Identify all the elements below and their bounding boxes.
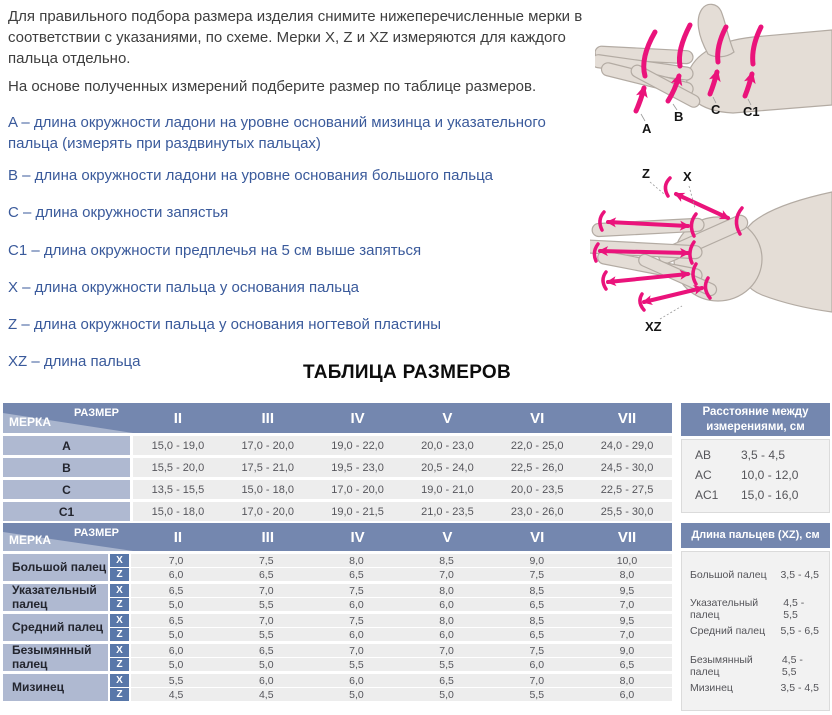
row-values bbox=[133, 458, 672, 477]
finger-cell: 4,5 bbox=[168, 688, 184, 701]
finger-cell: 6,0 bbox=[349, 598, 364, 611]
x-badge: X bbox=[110, 584, 129, 597]
x-badge: X bbox=[110, 614, 129, 627]
finger-cell: 5,0 bbox=[439, 688, 454, 701]
finger-length-body bbox=[681, 551, 830, 711]
column-header: VI bbox=[530, 528, 545, 546]
distance-value: 15,0 - 16,0 bbox=[741, 488, 799, 502]
finger-length-label: Средний палец bbox=[690, 625, 766, 638]
finger-cell: 6,5 bbox=[168, 614, 184, 627]
finger-cell: 8,0 bbox=[439, 614, 454, 627]
definition-z: Z – длина окружности пальца у основания ногтевой пластины bbox=[8, 316, 442, 333]
definition-c1: C1 – длина окружности предплечья на 5 см выше запяться bbox=[8, 242, 422, 259]
corner-size-label: РАЗМЕР bbox=[73, 407, 119, 419]
finger-length-value: 4,5 - 5,5 bbox=[783, 597, 805, 622]
finger-cell: 7,0 bbox=[258, 614, 274, 627]
finger-cell: 6,5 bbox=[349, 568, 364, 581]
row-values bbox=[133, 502, 672, 521]
corner-merka-label: МЕРКА bbox=[9, 415, 51, 429]
finger-cell: 5,5 bbox=[168, 674, 184, 687]
size-cell: 25,5 - 30,0 bbox=[600, 505, 654, 518]
finger-cell: 7,0 bbox=[439, 568, 454, 581]
intro-paragraph-1: Для правильного подбора размера изделия снимите нижеперечисленные мерки в соответствии с указаниями, по схеме. Мерки X, Z и XZ измеряются для каждого пальца отдельно. bbox=[8, 8, 583, 67]
z-badge: Z bbox=[110, 598, 129, 611]
hand-diagram-circumferences bbox=[595, 2, 832, 135]
table-row bbox=[3, 480, 672, 499]
z-row bbox=[108, 568, 672, 581]
finger-cell: 6,0 bbox=[439, 628, 454, 641]
finger-cell: 7,0 bbox=[349, 644, 364, 657]
column-header: III bbox=[261, 528, 274, 546]
finger-cell: 7,5 bbox=[529, 568, 545, 581]
finger-label: Средний палец bbox=[3, 614, 108, 641]
table-row bbox=[3, 458, 672, 477]
finger-cell: 6,5 bbox=[529, 598, 545, 611]
column-header: IV bbox=[350, 528, 365, 546]
finger-length-value: 4,5 - 5,5 bbox=[781, 653, 803, 678]
size-cell: 17,0 - 20,0 bbox=[241, 439, 295, 452]
z-badge: Z bbox=[110, 688, 129, 701]
size-cell: 15,0 - 18,0 bbox=[241, 483, 295, 496]
size-cell: 17,0 - 20,0 bbox=[331, 483, 384, 496]
row-values bbox=[133, 436, 672, 455]
size-cell: 19,5 - 23,0 bbox=[331, 461, 384, 474]
finger-cell: 5,0 bbox=[258, 658, 274, 671]
finger-cell: 8,0 bbox=[619, 568, 635, 581]
finger-cell: 6,0 bbox=[349, 674, 364, 687]
finger-cell: 8,5 bbox=[529, 584, 545, 597]
finger-cell: 8,5 bbox=[439, 554, 454, 567]
row-label: A bbox=[3, 436, 130, 455]
column-header: V bbox=[442, 528, 453, 546]
finger-cell: 7,0 bbox=[619, 598, 635, 611]
finger-length-row bbox=[690, 625, 819, 653]
finger-cell: 6,0 bbox=[619, 688, 635, 701]
table-row bbox=[3, 502, 672, 521]
table-corner-cell bbox=[3, 523, 133, 551]
x-row bbox=[108, 614, 672, 627]
hand-diagram-fingers bbox=[590, 162, 832, 335]
column-header: VII bbox=[617, 528, 637, 546]
z-badge: Z bbox=[110, 628, 129, 641]
size-cell: 15,0 - 18,0 bbox=[151, 505, 205, 518]
finger-length-title: Длина пальцев (XZ), см bbox=[681, 523, 830, 548]
z-row bbox=[108, 598, 672, 611]
finger-cell: 6,5 bbox=[619, 658, 635, 671]
finger-group-index bbox=[3, 584, 672, 611]
intro-paragraph-2: На основе полученных измерений подберите размер по таблице размеров. bbox=[8, 78, 537, 95]
finger-cell: 5,0 bbox=[168, 628, 184, 641]
x-badge: X bbox=[110, 674, 129, 687]
finger-length-label: Указательный палец bbox=[690, 597, 759, 622]
size-cell: 23,0 - 26,0 bbox=[510, 505, 564, 518]
finger-length-row bbox=[690, 569, 819, 597]
finger-cell: 8,0 bbox=[439, 584, 454, 597]
band-label-c1: C1 bbox=[743, 104, 760, 119]
finger-cell: 5,0 bbox=[168, 598, 184, 611]
distance-table-title: Расстояние между измерениями, см bbox=[681, 403, 830, 436]
z-row bbox=[108, 658, 672, 671]
x-row bbox=[108, 674, 672, 687]
distance-value: 10,0 - 12,0 bbox=[741, 468, 799, 482]
hand-shape bbox=[595, 4, 832, 113]
size-cell: 15,0 - 19,0 bbox=[151, 439, 205, 452]
finger-cell: 10,0 bbox=[616, 554, 638, 567]
finger-cell: 6,0 bbox=[349, 628, 364, 641]
distance-row bbox=[682, 465, 829, 485]
finger-cell: 5,5 bbox=[439, 658, 454, 671]
x-badge: X bbox=[110, 554, 129, 567]
finger-group-pinky bbox=[3, 674, 672, 701]
distance-row bbox=[682, 445, 829, 465]
definition-a: A – длина окружности ладони на уровне оснований мизинца и указательного пальца (измерять при раздвинутых пальцах) bbox=[8, 114, 546, 152]
z-row bbox=[108, 628, 672, 641]
size-cell: 19,0 - 21,5 bbox=[331, 505, 384, 518]
size-cell: 19,0 - 22,0 bbox=[331, 439, 384, 452]
mark-label-x: X bbox=[683, 169, 692, 184]
finger-cell: 8,0 bbox=[619, 674, 635, 687]
column-header: III bbox=[261, 409, 274, 427]
definition-c: C – длина окружности запястья bbox=[8, 204, 229, 221]
distance-label: AC bbox=[695, 468, 712, 482]
band-label-b: B bbox=[674, 109, 684, 124]
finger-cell: 6,0 bbox=[439, 598, 454, 611]
finger-cell: 7,0 bbox=[258, 584, 274, 597]
column-header: IV bbox=[350, 409, 365, 427]
column-header: II bbox=[173, 409, 183, 427]
finger-length-value: 3,5 - 4,5 bbox=[780, 569, 819, 581]
finger-cell: 6,0 bbox=[529, 658, 545, 671]
finger-cell: 6,5 bbox=[439, 674, 454, 687]
finger-cell: 6,0 bbox=[168, 568, 184, 581]
distance-label: AB bbox=[695, 448, 712, 462]
row-label: C bbox=[3, 480, 130, 499]
z-row bbox=[108, 688, 672, 701]
definition-b: B – длина окружности ладони на уровне основания большого пальца bbox=[8, 167, 494, 184]
distance-table bbox=[681, 403, 830, 513]
size-cell: 22,5 - 27,5 bbox=[600, 483, 654, 496]
finger-cell: 5,5 bbox=[258, 628, 274, 641]
band-label-a: A bbox=[642, 121, 652, 135]
mark-label-xz: XZ bbox=[645, 319, 662, 334]
distance-value: 3,5 - 4,5 bbox=[741, 448, 786, 462]
finger-group-ring bbox=[3, 644, 672, 671]
column-header: V bbox=[442, 409, 453, 427]
size-cell: 17,5 - 21,0 bbox=[241, 461, 295, 474]
distance-table-body bbox=[681, 439, 830, 513]
finger-table-header bbox=[3, 523, 672, 551]
size-cell: 22,5 - 26,0 bbox=[510, 461, 564, 474]
band-label-c: C bbox=[711, 102, 721, 117]
finger-length-row bbox=[690, 654, 819, 682]
table-corner-cell bbox=[3, 403, 133, 433]
finger-cell: 6,5 bbox=[529, 628, 545, 641]
finger-cell: 7,5 bbox=[349, 584, 364, 597]
finger-cell: 9,0 bbox=[619, 644, 635, 657]
finger-cell: 4,5 bbox=[258, 688, 274, 701]
finger-cell: 6,5 bbox=[168, 584, 184, 597]
size-cell: 19,0 - 21,0 bbox=[421, 483, 474, 496]
definition-xz: XZ – длина пальца bbox=[8, 353, 141, 370]
finger-group-thumb bbox=[3, 554, 672, 581]
finger-length-value: 3,5 - 4,5 bbox=[780, 681, 819, 694]
finger-cell: 7,0 bbox=[529, 674, 545, 687]
row-label: C1 bbox=[3, 502, 130, 521]
finger-length-row bbox=[690, 597, 819, 625]
finger-length-table bbox=[681, 523, 830, 711]
finger-label: Указательный палец bbox=[3, 584, 108, 611]
x-row bbox=[108, 584, 672, 597]
size-cell: 24,0 - 29,0 bbox=[600, 439, 654, 452]
z-badge: Z bbox=[110, 658, 129, 671]
size-cell: 20,5 - 24,0 bbox=[421, 461, 474, 474]
finger-cell: 7,5 bbox=[258, 554, 274, 567]
finger-length-label: Большой палец bbox=[690, 569, 767, 581]
size-cell: 17,0 - 20,0 bbox=[241, 505, 295, 518]
z-badge: Z bbox=[110, 568, 129, 581]
distance-row bbox=[682, 485, 829, 505]
size-cell: 22,0 - 25,0 bbox=[510, 439, 564, 452]
finger-cell: 7,0 bbox=[439, 644, 454, 657]
finger-cell: 9,5 bbox=[619, 584, 635, 597]
x-badge: X bbox=[110, 644, 129, 657]
finger-label: Безымянный палец bbox=[3, 644, 108, 671]
finger-length-value: 5,5 - 6,5 bbox=[780, 625, 819, 638]
finger-label: Большой палец bbox=[3, 554, 108, 581]
size-cell: 15,5 - 20,0 bbox=[151, 461, 205, 474]
finger-cell: 7,5 bbox=[349, 614, 364, 627]
definition-x: X – длина окружности пальца у основания пальца bbox=[8, 279, 360, 296]
finger-length-row bbox=[690, 682, 819, 710]
finger-cell: 6,0 bbox=[168, 644, 184, 657]
size-table bbox=[3, 403, 672, 521]
finger-cell: 9,5 bbox=[619, 614, 635, 627]
column-header: II bbox=[173, 528, 183, 546]
distance-label: AC1 bbox=[695, 488, 719, 502]
finger-cell: 6,5 bbox=[258, 644, 274, 657]
finger-size-table bbox=[3, 523, 672, 701]
size-table-title: ТАБЛИЦА РАЗМЕРОВ bbox=[302, 362, 512, 383]
column-header: VI bbox=[530, 409, 545, 427]
finger-cell: 5,5 bbox=[258, 598, 274, 611]
finger-group-middle bbox=[3, 614, 672, 641]
x-row bbox=[108, 554, 672, 567]
mark-label-z: Z bbox=[642, 166, 650, 181]
row-label: B bbox=[3, 458, 130, 477]
finger-cell: 5,0 bbox=[168, 658, 184, 671]
finger-cell: 7,0 bbox=[619, 628, 635, 641]
size-table-header bbox=[3, 403, 672, 433]
finger-cell: 6,0 bbox=[258, 674, 274, 687]
x-row bbox=[108, 644, 672, 657]
finger-cell: 9,0 bbox=[529, 554, 545, 567]
corner-merka-label: МЕРКА bbox=[9, 533, 51, 547]
finger-length-label: Безымянный палец bbox=[690, 653, 753, 678]
size-cell: 20,0 - 23,5 bbox=[510, 483, 564, 496]
finger-cell: 7,5 bbox=[529, 644, 545, 657]
finger-cell: 6,5 bbox=[258, 568, 274, 581]
row-values bbox=[133, 480, 672, 499]
corner-size-label: РАЗМЕР bbox=[73, 527, 119, 539]
finger-label: Мизинец bbox=[3, 674, 108, 701]
size-cell: 24,5 - 30,0 bbox=[600, 461, 654, 474]
finger-cell: 8,0 bbox=[349, 554, 364, 567]
size-cell: 13,5 - 15,5 bbox=[151, 483, 205, 496]
finger-cell: 5,0 bbox=[349, 688, 364, 701]
column-header: VII bbox=[617, 409, 637, 427]
table-row bbox=[3, 436, 672, 455]
size-cell: 20,0 - 23,0 bbox=[421, 439, 474, 452]
size-cell: 21,0 - 23,5 bbox=[421, 505, 474, 518]
finger-cell: 5,5 bbox=[529, 688, 545, 701]
finger-cell: 8,5 bbox=[529, 614, 545, 627]
finger-cell: 5,5 bbox=[349, 658, 364, 671]
finger-length-label: Мизинец bbox=[690, 681, 733, 694]
finger-cell: 7,0 bbox=[168, 554, 184, 567]
